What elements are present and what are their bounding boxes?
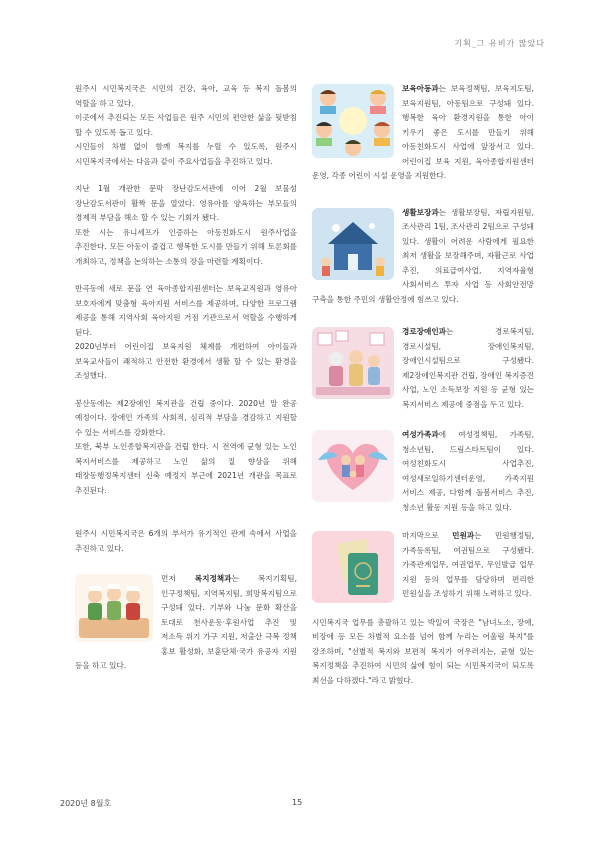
civil-affairs-illustration: [312, 531, 394, 603]
paragraph: 원주시 시민복지국은 시민의 건강, 육아, 교육 등 복지 돌봄의 역할을 하고 있다.: [75, 84, 297, 108]
paragraph: 봉산동에는 제2장애인 복지관을 건립 중이다. 2020년 말 완공 예정이다. 장애인 가족의 사회적, 심리적 부담을 경감하고 지원할 수 있는 서비스를 강화한다.: [75, 398, 297, 437]
dept-name: 경로장애인과: [402, 327, 447, 336]
left-column: [75, 82, 297, 674]
paragraph: 반곡동에 새로 문을 연 육아종합지원센터는 보육교직원과 영유아 보호자에게 맞춤형 육아지원 서비스를 제공하며, 다양한 프로그램 제공을 통해 지역사회 육아지원 거점 기관으로서 역할을 수행하게 된다.: [75, 284, 297, 337]
paragraph-welfare-policy: 먼저 복지정책과는 복지기획팀, 인구정책팀, 지역복지팀, 희망복지팀으로 구성돼 있다. 기부와 나눔 문화 확산을 토대로 천사운동·후원사업 추진 및 저소득 위기 가구 지원, 저출산 극복 정책 홍보 활성화, 보훈단체·국가 유공자 지원 등을 하고 있다.: [75, 574, 297, 670]
paragraph-family: 여성가족과에 여성정책팀, 가족팀, 청소년팀, 드림스타트팀이 있다. 여성친화도시 사업추진, 여성새로일하기센터운영, 가족지원 서비스 제공, 다함께 돌봄서비스 추진, 청소년 활동 지원 등을 하고 있다.: [402, 430, 534, 512]
right-column: [312, 82, 534, 688]
paragraph-childcare: 보육아동과는 보육정책팀, 보육지도팀, 보육지원팀, 아동팀으로 구성돼 있다. 행복한 육아 환경지원을 통한 아이 키우기 좋은 도시를 만들기 위해 아동친화도시 사업에 앞장서고 있다. 어린이집 보육 지원, 육아종합지원센터 운영, 각종 어린이 시설 운영을 지원한다.: [312, 84, 534, 180]
paragraph-civil-affairs: 마지막으로 민원과는 민원행정팀, 가족등록팀, 여권팀으로 구성됐다. 가족관계업무, 여권업무, 무인발급 업무 지원 등의 업무를 담당하며 편리한 민원실을 조성하기 위해 노력하고 있다.: [402, 531, 535, 598]
dept-name: 여성가족과: [402, 430, 439, 439]
paragraph-livelihood: 생활보장과는 생활보장팀, 자립지원팀, 조사관리 1팀, 조사관리 2팀으로 구성돼 있다. 생활이 어려운 사람에게 필요한 최저 생활을 보장해주며, 자활근로 사업 추진, 의료급여사업, 지역자율형 사회서비스 투자 사업 등 사회안전망 구축을 통한 주민의 생활안정에 힘쓰고 있다.: [312, 207, 534, 304]
welfare-policy-illustration: [75, 574, 153, 642]
dept-name: 민원과: [452, 531, 475, 540]
paragraph-closing: 시민복지국 업무를 총괄하고 있는 박일여 국장은 "남녀노소, 장애, 비장애 등 모든 차별적 요소를 넘어 함께 누리는 어울림 복지"를 강조하며, "선별적 복지와 보편적 복지가 어우러지는, 균형 있는 복지정책을 추진하여 시민의 삶에 힘이 되는 시민복지국이 되도록 최선을 다하겠다."라고 밝혔다.: [312, 617, 534, 685]
paragraph: 원주시 시민복지국은 6개의 부서가 유기적인 관계 속에서 사업을 추진하고 있다.: [75, 529, 297, 553]
page-number: 15: [292, 798, 303, 807]
issue-label: 2020년 8월호: [60, 799, 112, 808]
dept-name: 복지정책과: [194, 574, 232, 583]
livelihood-illustration: [312, 208, 394, 280]
senior-disability-illustration: [312, 327, 394, 399]
childcare-illustration: [312, 84, 394, 158]
section-header-title: 기획_그 유비가 많았다: [454, 39, 545, 48]
family-illustration: [312, 430, 394, 502]
paragraph: 지난 1월 개관한 문막 장난감도서관에 이어 2월 보물섬 장난감도서관이 활짝 문을 열었다. 영유아를 양육하는 부모들의 경제적 부담을 해소 할 수 있는 기회가 됐다.: [75, 184, 297, 222]
dept-name: 생활보장과: [402, 207, 439, 217]
paragraph: 시민들이 차별 없이 함께 복지를 누릴 수 있도록, 원주시 시민복지국에서는 다음과 같이 주요사업들을 추진하고 있다.: [75, 142, 297, 166]
dept-name: 보육아동과: [402, 84, 439, 93]
paragraph-senior-disability: 경로장애인과는 경로복지팀, 경로시설팀, 장애인복지팀, 장애인시설팀으로 구성됐다. 제2장애인복지관 건립, 장애인 복지증진 사업, 노인 소득보장 지원 등 균형 있는 복지서비스 제공에 중점을 두고 있다.: [402, 327, 534, 409]
paragraph: 또한 시는 유니세프가 인증하는 아동친화도시 원주사업을 추진한다. 모든 아동이 즐겁고 행복한 도시를 만들기 위해 토론회를 개최하고, 정책을 논의하는 소통의 장을 마련할 계획이다.: [75, 227, 297, 266]
paragraph: 2020년부터 어린이집 보육지원 체계를 개편하여 아이들과 보육교사들이 쾌적하고 안전한 환경에서 생활 할 수 있는 환경을 조성했다.: [75, 342, 297, 380]
paragraph: 이곳에서 추진되는 모든 사업들은 원주 시민의 편안한 삶을 뒷받침 할 수 있도록 돕고 있다.: [75, 113, 297, 137]
paragraph: 또한, 북부 노인종합복지관을 건립 한다. 시 전역에 균형 있는 노인 복지서비스를 제공하고 노인 삶의 질 향상을 위해 태장동행정복지센터 신축 예정지 부근에 2021년 개관을 목표로 추진된다.: [75, 442, 297, 495]
